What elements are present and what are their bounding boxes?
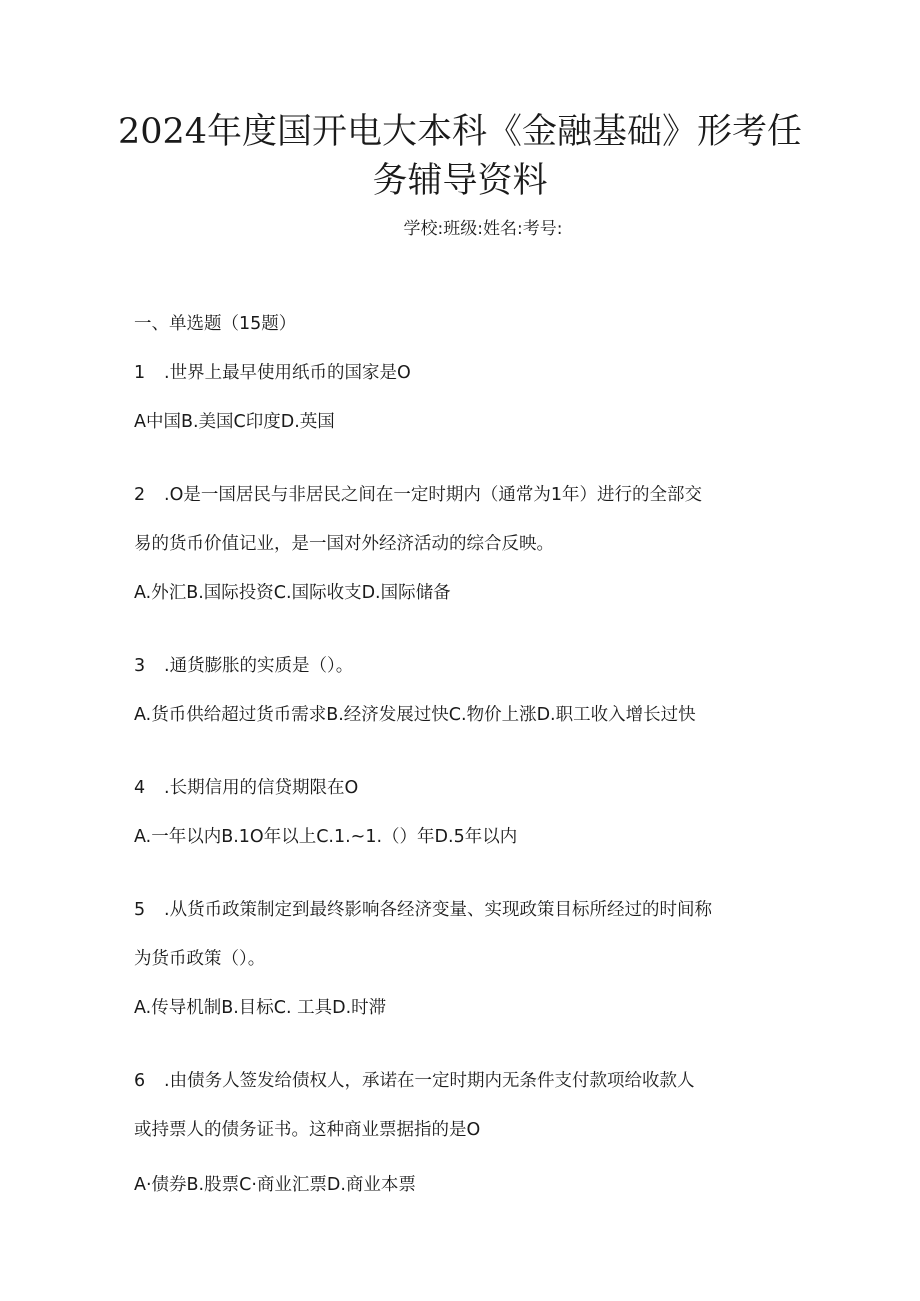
student-info-line: 学校:班级:姓名:考号: <box>403 219 563 239</box>
question-number: 4 <box>134 778 146 798</box>
question-4 <box>134 775 358 801</box>
document-title-line-1: 2024年度国开电大本科《金融基础》形考任 <box>117 112 803 152</box>
question-5 <box>134 897 712 923</box>
question-number: 3 <box>134 656 146 676</box>
question-2-options: A.外汇B.国际投资C.国际收支D.国际储备 <box>134 583 451 603</box>
question-text: .长期信用的信贷期限在O <box>164 778 359 798</box>
question-3 <box>134 653 353 679</box>
question-4-options: A.一年以内B.1O年以上C.1.~1.（）年D.5年以内 <box>134 827 518 847</box>
question-5-options: A.传导机制B.目标C. 工具D.时滞 <box>134 998 387 1018</box>
question-2 <box>134 482 702 508</box>
question-number: 6 <box>134 1071 146 1091</box>
question-text: .从货币政策制定到最终影响各经济变量、实现政策目标所经过的时间称 <box>164 900 713 920</box>
question-1 <box>134 360 411 386</box>
question-text: .世界上最早使用纸币的国家是O <box>164 363 411 383</box>
section-heading: 一、单选题（15题） <box>134 314 297 334</box>
question-1-options: A中国B.美国C印度D.英国 <box>134 412 335 432</box>
question-5-text-continued: 为货币政策（）。 <box>134 949 266 969</box>
question-text: .O是一国居民与非居民之间在一定时期内（通常为1年）进行的全部交 <box>164 485 702 505</box>
document-title-line-2: 务辅导资料 <box>372 161 548 201</box>
question-6-text-continued: 或持票人的债务证书。这种商业票据指的是O <box>134 1120 481 1140</box>
question-text: .通货膨胀的实质是（）。 <box>164 656 354 676</box>
question-2-text-continued: 易的货币价值记业，是一国对外经济活动的综合反映。 <box>134 534 554 554</box>
question-number: 5 <box>134 900 146 920</box>
question-6-options: A·债券B.股票C·商业汇票D.商业本票 <box>134 1175 416 1195</box>
question-6 <box>134 1068 695 1094</box>
question-3-options: A.货币供给超过货币需求B.经济发展过快C.物价上涨D.职工收入增长过快 <box>134 705 696 725</box>
question-number: 2 <box>134 485 146 505</box>
question-text: .由债务人签发给债权人，承诺在一定时期内无条件支付款项给收款人 <box>164 1071 695 1091</box>
question-number: 1 <box>134 363 146 383</box>
